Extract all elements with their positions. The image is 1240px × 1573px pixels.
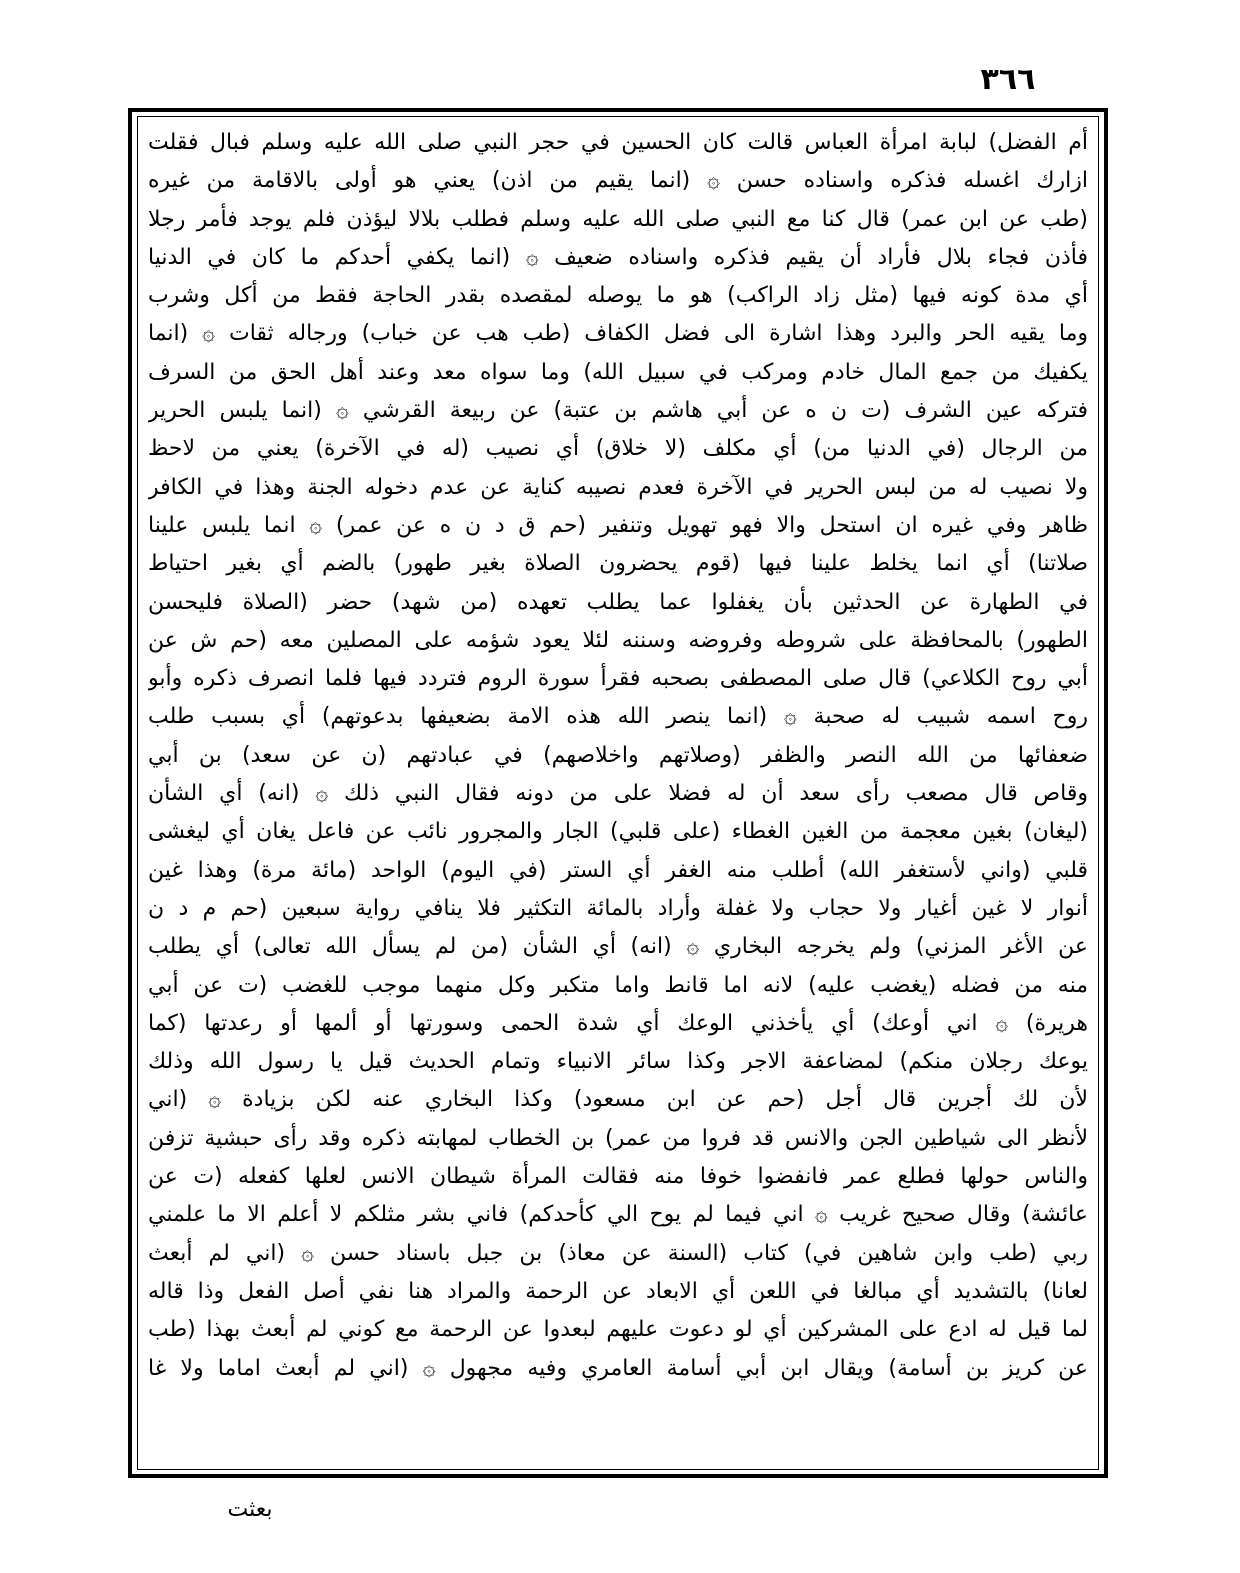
text-line: لعانا) بالتشديد أي مبالغا في اللعن أي الابعاد عن الرحمة والمراد هنا نفي أصل الفعل وذا قاله	[148, 1278, 1088, 1304]
text-line: فتركه عين الشرف (ت ن ه عن أبي هاشم بن عتبة) عن ربيعة القرشي ۞ (انما يلبس الحرير	[148, 398, 1088, 424]
text-line: عن الأغر المزني) ولم يخرجه البخاري ۞ (انه) أي الشأن (من لم يسأل الله تعالى) أي يطلب	[148, 934, 1088, 960]
main-text	[148, 124, 1088, 1464]
text-line: يكفيك من جمع المال خادم ومركب في سبيل الله) وما سواه معد وعند أهل الحق من السرف	[148, 359, 1088, 385]
text-line: من الرجال (في الدنيا من) أي مكلف (لا خلاق) أي نصيب (له في الآخرة) يعني من لاحظ	[148, 436, 1088, 462]
text-line: عائشة) وقال صحيح غريب ۞ اني فيما لم يوح الي كأحدكم) فاني بشر مثلكم لا أعلم الا ما علمني	[148, 1202, 1088, 1228]
text-line: لما قيل له ادع على المشركين أي لو دعوت عليهم لبعدوا عن الرحمة مع كوني لم أبعث بهذا (طب	[148, 1317, 1088, 1343]
text-line: وما يقيه الحر والبرد وهذا اشارة الى فضل الكفاف (طب هب عن خباب) ورجاله ثقات ۞ (انما	[148, 321, 1088, 347]
text-line: ظاهر وفي غيره ان استحل والا فهو تهويل وتنفير (حم ق د ن ه عن عمر) ۞ انما يلبس علينا	[148, 512, 1088, 538]
text-line: ضعفائها من الله النصر والظفر (وصلاتهم واخلاصهم) في عبادتهم (ن عن سعد) بن أبي	[148, 742, 1088, 768]
text-line: وقاص قال مصعب رأى سعد أن له فضلا على من دونه فقال النبي ذلك ۞ (انه) أي الشأن	[148, 781, 1088, 807]
text-line: فأذن فجاء بلال فأراد أن يقيم فذكره واسناده ضعيف ۞ (انما يكفي أحدكم ما كان في الدنيا	[148, 244, 1088, 270]
text-line: ولا نصيب له من لبس الحرير في الآخرة فعدم نصيبه كناية عن عدم دخوله الجنة وهذا في الكافر	[148, 474, 1088, 500]
catchword: بعثت	[227, 1497, 273, 1522]
text-line: ازارك اغسله فذكره واسناده حسن ۞ (انما يقيم من اذن) يعني هو أولى بالاقامة من غيره	[148, 168, 1088, 194]
text-line: لأن لك أجرين قال أجل (حم عن ابن مسعود) وكذا البخاري عنه لكن بزيادة ۞ (اني	[148, 1087, 1088, 1113]
page-number: ٣٦٦	[980, 62, 1036, 97]
text-line: لأنظر الى شياطين الجن والانس قد فروا من عمر) بن الخطاب لمهابته ذكره وقد رأى حبشية تزفن	[148, 1125, 1088, 1151]
text-line: روح اسمه شبيب له صحبة ۞ (انما ينصر الله هذه الامة بضعيفها بدعوتهم) أي بسبب طلب	[148, 704, 1088, 730]
text-line: هريرة) ۞ اني أوعك) أي يأخذني الوعك أي شدة الحمى وسورتها أو ألمها أو رعدتها (كما	[148, 1010, 1088, 1036]
text-line: الطهور) بالمحافظة على شروطه وفروضه وسننه لئلا يعود شؤمه على المصلين معه (حم ش عن	[148, 627, 1088, 653]
text-line: أم الفضل) لبابة امرأة العباس قالت كان الحسين في حجر النبي صلى الله عليه وسلم فبال فقلت	[148, 130, 1088, 155]
text-line: في الطهارة عن الحدثين بأن يغفلوا عما يطلب تعهده (من شهد) حضر (الصلاة فليحسن	[148, 589, 1088, 615]
text-line: صلاتنا) أي انما يخلط علينا فيها (قوم يحضرون الصلاة بغير طهور) بالضم أي بغير احتياط	[148, 551, 1088, 577]
text-line: أنوار لا غين أغيار ولا حجاب ولا غفلة وأراد بالمائة التكثير فلا ينافي رواية سبعين (حم م د ن	[148, 895, 1088, 921]
text-line: يوعك رجلان منكم) لمضاعفة الاجر وكذا سائر الانبياء وتمام الحديث قيل يا رسول الله وذلك	[148, 1049, 1088, 1075]
text-line: منه من فضله (يغضب عليه) لانه اما قانط واما متكبر وكل منهما موجب للغضب (ت عن أبي	[148, 972, 1088, 998]
text-line: (طب عن ابن عمر) قال كنا مع النبي صلى الله عليه وسلم فطلب بلالا ليؤذن فلم يوجد فأمر رجلا	[148, 206, 1088, 232]
text-line: عن كريز بن أسامة) ويقال ابن أبي أسامة العامري وفيه مجهول ۞ (اني لم أبعث اماما ولا غا	[148, 1355, 1088, 1381]
text-line: ربي (طب وابن شاهين في) كتاب (السنة عن معاذ) بن جبل باسناد حسن ۞ (اني لم أبعث	[148, 1240, 1088, 1266]
text-line: والناس حولها فطلع عمر فانفضوا خوفا منه فقالت المرأة شيطان الانس لعلها كفعله (ت عن	[148, 1164, 1088, 1190]
text-line: أي مدة كونه فيها (مثل زاد الراكب) هو ما يوصله لمقصده بقدر الحاجة فقط من أكل وشرب	[148, 283, 1088, 309]
text-line: أبي روح الكلاعي) قال صلى المصطفى بصحبه فقرأ سورة الروم فتردد فيها فلما انصرف ذكره وأبو	[148, 666, 1088, 692]
text-line: (ليغان) بغين معجمة من الغين الغطاء (على قلبي) الجار والمجرور نائب عن فاعل يغان أي ليغشى	[148, 819, 1088, 845]
text-line: قلبي (واني لأستغفر الله) أطلب منه الغفر أي الستر (في اليوم) الواحد (مائة مرة) وهذا غين	[148, 857, 1088, 883]
text-line	[148, 1388, 1088, 1426]
text-line	[148, 1426, 1088, 1464]
